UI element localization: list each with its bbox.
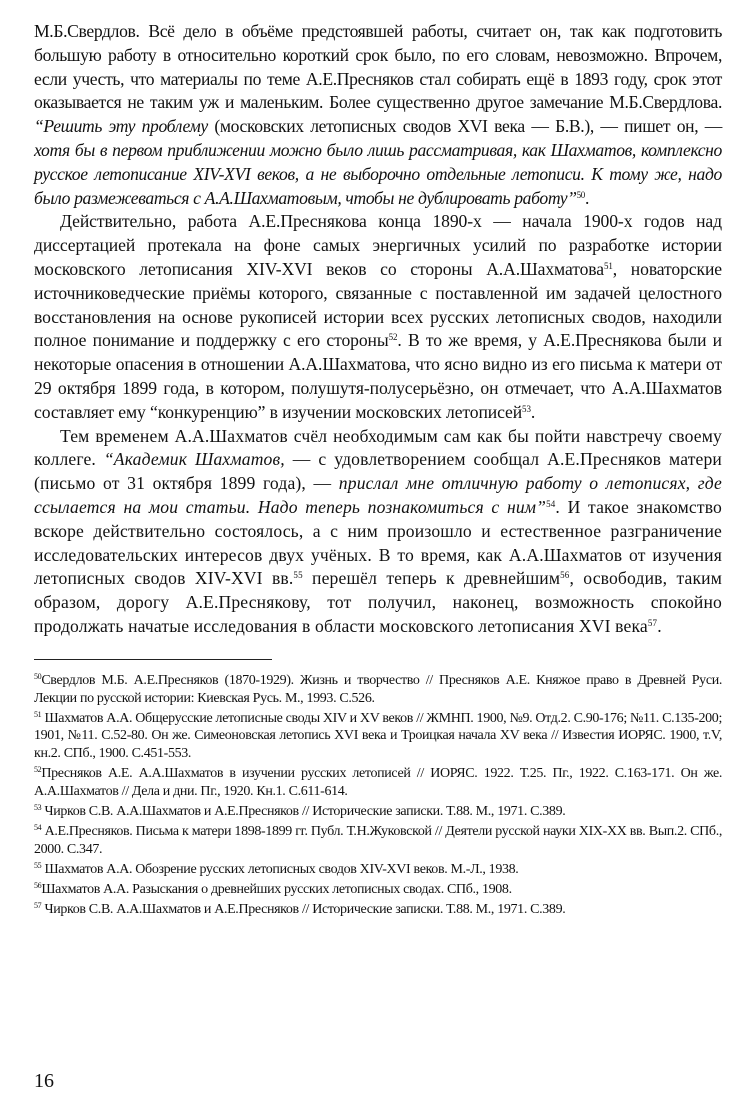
- footnote-ref: 53: [522, 403, 531, 414]
- paragraph: [34, 20, 722, 210]
- footnote-number: 51: [34, 709, 42, 719]
- footnote-text: Чирков С.В. А.А.Шахматов и А.Е.Пресняков // Исторические записки. Т.88. М., 1971. С.389.: [41, 901, 566, 917]
- text-run: — с удовлетворением сообщал А.Е.Пресняков матери (письмо от 31 октября 1899 года), —: [34, 449, 723, 494]
- footnote-text: Чирков С.В. А.А.Шахматов и А.Е.Пресняков // Исторические записки. Т.88. М., 1971. С.389.: [41, 804, 566, 820]
- footnote-item: [34, 765, 722, 801]
- footnote-number: 52: [34, 765, 42, 775]
- footnote-number: 50: [34, 671, 42, 681]
- footnote-item: [34, 881, 722, 899]
- text-run: .: [530, 401, 536, 422]
- text-run: (московских летописных сводов XVI века — Б.В.), — пишет он, —: [207, 116, 722, 137]
- footnote-ref: 54: [546, 498, 556, 509]
- text-run: перешёл теперь к древнейшим: [302, 568, 561, 589]
- footnote-item: [34, 710, 722, 764]
- footnote-item: [34, 823, 722, 859]
- footnote-ref: 50: [576, 189, 585, 200]
- page-number: 16: [34, 1070, 54, 1092]
- body-text: [34, 20, 722, 639]
- text-run: Действительно, работа А.Е.Преснякова конца 1890-х — начала 1900-х годов над диссертацией протекала на фоне самых энергичных усилий по разработке истории московского летописания XIV-XVI веков со стороны А.А.Шахматова: [34, 211, 722, 279]
- footnote-number: 55: [34, 860, 42, 870]
- text-run: .: [657, 615, 662, 636]
- paragraph: [34, 425, 722, 639]
- footnote-ref: 51: [603, 260, 613, 271]
- footnote-text: Шахматов А.А. Обозрение русских летописных сводов XIV-XVI веков. М.-Л., 1938.: [41, 861, 519, 877]
- text-run: Тем временем А.А.Шахматов счёл необходимым сам как бы пойти навстречу своему коллеге.: [34, 425, 722, 470]
- footnote-separator: [34, 659, 272, 660]
- footnote-text: Пресняков А.Е. А.А.Шахматов в изучении русских летописей // ИОРЯС. 1922. Т.25. Пг., 1922. С.163-171. Он же. А.А.Шахматов // Дела и дни. Пг., 1920. Кн.1. С.611-614.: [34, 766, 722, 800]
- footnote-number: 56: [34, 880, 42, 890]
- footnote-text: А.Е.Пресняков. Письма к матери 1898-1899 гг. Публ. Т.Н.Жуковской // Деятели русской науки XIX-XX вв. Вып.2. СПб., 2000. С.347.: [34, 823, 722, 857]
- footnote-ref: 57: [647, 617, 658, 628]
- text-run: , освободив, таким образом, дорогу А.Е.Преснякову, тот получил, наконец, возможность спокойно продолжать начатые исследования в области московского летописания XVI века: [34, 568, 722, 636]
- text-run: . В то же время, у А.Е.Преснякова были и некоторые опасения в отношении А.А.Шахматова, что ясно видно из его письма к матери от 29 октября 1899 года, в котором, полушутя-полусерьёзно, он отмечает, что А.А.Шахматов составляет ему “конкуренцию” в изучении московских летописей: [34, 330, 722, 422]
- italic-quote: хотя бы в первом приближении можно было лишь рассматривая, как Шахматов, комплексно русское летописание XIV-XVI веков, а не выборочно отдельные летописи. К тому же, надо было размежеваться с А.А.Шахматовым, чтобы не дублировать работу”: [34, 139, 722, 208]
- text-run: М.Б.Свердлов. Всё дело в объёме предстоявшей работы, считает он, так как подготовить большую работу в относительно короткий срок было, по его словам, невозможно. Впрочем, если учесть, что материалы по теме А.Е.Пресняков стал собирать ещё в 1893 году, срок этот оказывается не таким уж и маленьким. Более существенно другое замечание М.Б.Свердлова.: [34, 21, 722, 113]
- text-run: . И такое знакомство вскоре действительно состоялось, а с ним произошло и естественное разграничение исследовательских интересов двух учёных. В то время, как А.А.Шахматов от изучения летописных сводов XIV-XVI вв.: [34, 496, 722, 589]
- italic-quote: “Академик Шахматов,: [103, 449, 285, 470]
- text-run: , новаторские источниковедческие приёмы которого, связанные с поставленной им задачей целостного восстановления на основе рукописей истории всех русских летописных сводов, находили полное понимание и поддержку с его стороны: [34, 258, 722, 351]
- footnote-number: 54: [34, 822, 42, 832]
- footnote-text: Шахматов А.А. Общерусские летописные своды XIV и XV веков // ЖМНП. 1900, №9. Отд.2. С.90-176; №11. С.135-200; 1901, №11. С.52-80. Он же. Симеоновская летопись XVI века и Троицкая начала XV века // Известия ИОРЯС. 1900, т.V, кн.2. СПб., 1900. С.451-553.: [34, 710, 722, 762]
- footnote-text: Свердлов М.Б. А.Е.Пресняков (1870-1929). Жизнь и творчество // Пресняков А.Е. Княжое право в Древней Руси. Лекции по русской истории: Киевская Русь. М., 1993. С.526.: [34, 672, 722, 706]
- footnote-number: 57: [34, 900, 42, 910]
- footnotes: [34, 672, 722, 919]
- italic-quote: прислал мне отличную работу о летописях, где ссылается на мои статьи. Надо теперь познакомиться с ним”: [34, 473, 723, 517]
- footnote-ref: 52: [388, 332, 398, 343]
- footnote-ref: 56: [560, 570, 570, 581]
- footnote-item: [34, 672, 722, 708]
- footnote-text: Шахматов А.А. Разыскания о древнейших русских летописных сводах. СПб., 1908.: [41, 881, 512, 897]
- footnote-ref: 55: [293, 570, 303, 581]
- text-run: .: [584, 187, 590, 208]
- footnote-number: 53: [34, 803, 42, 813]
- footnote-item: [34, 861, 722, 879]
- paragraph: [34, 210, 722, 424]
- footnote-item: [34, 901, 722, 919]
- footnote-item: [34, 803, 722, 821]
- italic-quote: “Решить эту проблему: [34, 116, 208, 137]
